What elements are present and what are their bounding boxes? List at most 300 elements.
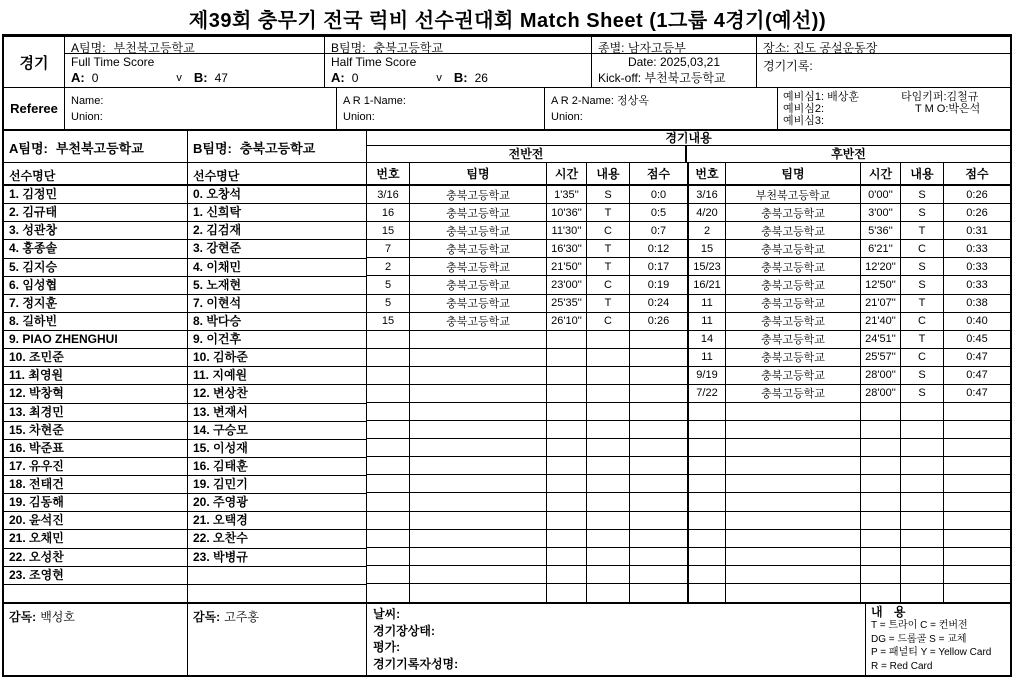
event-score-cell: 0:19 <box>630 276 687 294</box>
event-time-cell <box>547 403 587 421</box>
event-score-cell: 0:31 <box>944 222 1010 240</box>
event-time-cell <box>547 457 587 475</box>
event-time-cell <box>861 475 901 493</box>
roster-player: 2. 김규태 <box>4 204 188 222</box>
event-no-cell: 15/23 <box>689 258 726 276</box>
event-score-cell <box>944 493 1010 511</box>
event-score-cell: 0:33 <box>944 240 1010 258</box>
event-no-cell: 2 <box>367 258 410 276</box>
event-team-cell: 충북고등학교 <box>726 276 861 294</box>
event-time-cell: 21'40'' <box>861 313 901 331</box>
event-code-cell: S <box>901 258 944 276</box>
roster-player: 17. 유우진 <box>4 458 188 476</box>
event-time-cell <box>547 566 587 584</box>
event-team-cell <box>726 548 861 566</box>
event-no-cell: 4/20 <box>689 204 726 222</box>
event-score-cell <box>944 457 1010 475</box>
event-score-cell: 0:47 <box>944 385 1010 403</box>
event-score-cell: 0:38 <box>944 295 1010 313</box>
event-score-cell <box>630 584 687 602</box>
event-score-cell: 0:0 <box>630 186 687 204</box>
event-score-cell: 0:12 <box>630 240 687 258</box>
half-time-b-label: B: <box>453 70 468 85</box>
event-code-cell <box>587 367 630 385</box>
roster-player: 5. 김지승 <box>4 259 188 277</box>
event-team-cell <box>726 457 861 475</box>
event-code-cell <box>901 403 944 421</box>
roster-player: 22. 오성찬 <box>4 549 188 567</box>
event-no-cell: 11 <box>689 313 726 331</box>
team-a-label: A팀명: <box>71 41 106 54</box>
event-code-cell <box>587 331 630 349</box>
event-score-cell: 0:47 <box>944 349 1010 367</box>
event-score-cell <box>944 566 1010 584</box>
event-team-cell: 충북고등학교 <box>410 204 547 222</box>
event-no-cell <box>367 367 410 385</box>
event-score-cell: 0:45 <box>944 331 1010 349</box>
event-score-cell <box>630 403 687 421</box>
team-b-coach-cell <box>188 604 367 675</box>
event-team-cell: 충북고등학교 <box>410 258 547 276</box>
half-time-versus: v <box>436 71 442 84</box>
roster-player: 15. 이성재 <box>188 440 367 458</box>
squad-label-b: 선수명단 <box>188 163 367 184</box>
event-team-cell: 충북고등학교 <box>726 313 861 331</box>
event-team-cell <box>726 475 861 493</box>
roster-player: 14. 구승모 <box>188 422 367 440</box>
event-no-cell <box>367 421 410 439</box>
event-no-cell <box>367 403 410 421</box>
team-b-coach-name: 고주홍 <box>224 610 259 624</box>
event-time-cell: 26'10'' <box>547 313 587 331</box>
half-time-a-label: A: <box>331 70 345 85</box>
roster-player: 23. 박병규 <box>188 549 367 567</box>
date-line: Date: 2025,03,21 <box>627 55 721 69</box>
event-team-cell <box>726 530 861 548</box>
roster-player: 5. 노재현 <box>188 277 367 295</box>
footer-row <box>4 604 1010 675</box>
event-team-cell: 충북고등학교 <box>726 295 861 313</box>
event-score-cell: 0:26 <box>944 186 1010 204</box>
team-a-coach-name: 백성호 <box>40 610 75 624</box>
event-code-cell <box>587 548 630 566</box>
ar1-cell <box>337 88 545 129</box>
event-team-cell: 부천북고등학교 <box>726 186 861 204</box>
event-code-cell <box>587 530 630 548</box>
full-time-versus: v <box>176 71 182 84</box>
referee-row <box>4 88 1010 131</box>
page-title: 제39회 충무기 전국 럭비 선수권대회 Match Sheet (1그룹 4경기(예선)) <box>188 10 827 32</box>
roster-team-a-name: 부천북고등학교 <box>55 141 144 156</box>
event-time-cell <box>861 548 901 566</box>
coach-label: 감독: <box>9 610 37 624</box>
event-code-cell: T <box>901 331 944 349</box>
event-no-cell: 5 <box>367 295 410 313</box>
event-code-cell: T <box>587 258 630 276</box>
event-code-cell <box>901 475 944 493</box>
roster-player: 16. 김태훈 <box>188 458 367 476</box>
event-score-cell <box>944 512 1010 530</box>
event-no-cell <box>689 439 726 457</box>
event-no-cell: 11 <box>689 349 726 367</box>
roster-player: 2. 김검재 <box>188 222 367 240</box>
team-a-score-cell <box>65 37 325 87</box>
event-code-cell <box>587 439 630 457</box>
event-team-cell: 충북고등학교 <box>410 313 547 331</box>
event-time-cell: 6'21'' <box>861 240 901 258</box>
team-a-roster <box>4 186 188 602</box>
kickoff-line: Kick-off: 부천북고등학교 <box>598 71 726 85</box>
event-team-cell <box>410 457 547 475</box>
event-team-cell <box>726 421 861 439</box>
event-no-cell <box>367 493 410 511</box>
event-score-cell <box>630 367 687 385</box>
event-team-cell <box>410 530 547 548</box>
event-time-cell: 0'00'' <box>861 186 901 204</box>
event-time-cell <box>547 584 587 602</box>
event-time-cell: 21'50'' <box>547 258 587 276</box>
event-no-cell: 9/19 <box>689 367 726 385</box>
first-half-events <box>367 186 687 602</box>
match-info-row <box>4 37 1010 88</box>
ar2-name-label: A R 2-Name: 정상옥 <box>551 95 649 107</box>
event-no-cell <box>689 512 726 530</box>
halves-header <box>367 146 1010 162</box>
weather-label: 날씨: <box>373 607 401 621</box>
roster-player: 4. 이채민 <box>188 259 367 277</box>
event-team-cell <box>410 421 547 439</box>
event-code-cell <box>587 475 630 493</box>
col-header-time: 시간 <box>861 163 901 184</box>
roster-player <box>188 585 367 602</box>
event-no-cell: 7 <box>367 240 410 258</box>
event-no-cell <box>367 475 410 493</box>
event-team-cell: 충북고등학교 <box>410 186 547 204</box>
event-time-cell: 28'00'' <box>861 385 901 403</box>
evaluation-label: 평가: <box>373 640 401 654</box>
match-content-header <box>367 131 1010 162</box>
roster-player: 12. 변상찬 <box>188 385 367 403</box>
event-code-cell: T <box>901 222 944 240</box>
event-team-cell <box>726 584 861 602</box>
event-no-cell <box>367 566 410 584</box>
event-team-cell: 충북고등학교 <box>410 295 547 313</box>
full-time-a-label: A: <box>71 70 85 85</box>
event-time-cell <box>547 548 587 566</box>
event-score-cell <box>944 548 1010 566</box>
team-b-score-cell <box>325 37 592 87</box>
roster-player: 13. 변재서 <box>188 404 367 422</box>
conditions-cell <box>367 604 866 675</box>
event-time-cell <box>547 349 587 367</box>
referee-name-label: Name: <box>71 95 104 107</box>
second-half-column-headers <box>687 163 1010 184</box>
ar2-cell <box>545 88 778 129</box>
team-a-name: 부천북고등학교 <box>113 41 195 54</box>
event-code-cell: C <box>901 313 944 331</box>
event-code-cell: S <box>901 186 944 204</box>
event-score-cell <box>630 385 687 403</box>
event-no-cell: 3/16 <box>367 186 410 204</box>
roster-player: 21. 오채민 <box>4 530 188 548</box>
roster-player: 3. 성관창 <box>4 222 188 240</box>
event-code-cell: C <box>901 349 944 367</box>
event-code-cell: T <box>587 240 630 258</box>
roster-player: 8. 길하빈 <box>4 313 188 331</box>
event-score-cell <box>630 349 687 367</box>
event-score-cell <box>630 475 687 493</box>
event-team-cell: 충북고등학교 <box>726 349 861 367</box>
event-score-cell <box>944 403 1010 421</box>
roster-team-b-header <box>188 131 367 162</box>
event-score-cell <box>630 331 687 349</box>
event-team-cell: 충북고등학교 <box>410 276 547 294</box>
event-no-cell: 2 <box>689 222 726 240</box>
event-score-cell: 0:17 <box>630 258 687 276</box>
event-no-cell: 3/16 <box>689 186 726 204</box>
event-code-cell: T <box>587 295 630 313</box>
event-no-cell <box>689 493 726 511</box>
event-score-cell <box>630 512 687 530</box>
reserve3-label: 예비심3: <box>783 115 825 127</box>
event-score-cell: 0:26 <box>944 204 1010 222</box>
event-score-cell <box>944 421 1010 439</box>
roster-player: 3. 강현준 <box>188 240 367 258</box>
event-score-cell <box>630 548 687 566</box>
event-score-cell: 0:26 <box>630 313 687 331</box>
col-header-team: 팀명 <box>726 163 861 184</box>
event-time-cell: 16'30'' <box>547 240 587 258</box>
event-no-cell <box>367 512 410 530</box>
body-rows <box>4 186 1010 604</box>
event-team-cell <box>410 566 547 584</box>
full-time-score-label: Full Time Score <box>71 55 155 69</box>
roster-player: 20. 윤석진 <box>4 512 188 530</box>
event-team-cell <box>410 367 547 385</box>
event-time-cell: 12'20'' <box>861 258 901 276</box>
legend-line: DG = 드롭골 S = 교체 <box>871 633 967 645</box>
squad-label-a: 선수명단 <box>4 163 188 184</box>
event-time-cell: 12'50'' <box>861 276 901 294</box>
event-score-cell: 0:33 <box>944 258 1010 276</box>
event-no-cell: 11 <box>689 295 726 313</box>
roster-player: 10. 조민준 <box>4 349 188 367</box>
event-score-cell <box>944 584 1010 602</box>
event-no-cell <box>689 530 726 548</box>
event-code-cell <box>587 512 630 530</box>
event-no-cell <box>367 331 410 349</box>
event-code-cell <box>901 457 944 475</box>
event-no-cell: 15 <box>367 313 410 331</box>
event-time-cell <box>861 584 901 602</box>
roster-player: 8. 박다승 <box>188 313 367 331</box>
event-code-cell <box>587 457 630 475</box>
recorder-label: 경기기록자성명: <box>373 656 459 671</box>
second-half-events <box>687 186 1010 602</box>
event-team-cell <box>726 493 861 511</box>
roster-player: 0. 오창석 <box>188 186 367 204</box>
event-team-cell <box>410 331 547 349</box>
event-team-cell: 충북고등학교 <box>726 331 861 349</box>
event-code-cell: S <box>587 186 630 204</box>
roster-player: 19. 김민기 <box>188 476 367 494</box>
team-b-name: 충북고등학교 <box>373 41 444 54</box>
event-code-cell <box>901 439 944 457</box>
roster-team-b-label: B팀명: <box>193 141 232 156</box>
event-time-cell <box>861 421 901 439</box>
event-team-cell <box>410 584 547 602</box>
roster-player: 9. 이건후 <box>188 331 367 349</box>
col-header-team: 팀명 <box>410 163 547 184</box>
event-time-cell <box>861 512 901 530</box>
roster-player: 9. PIAO ZHENGHUI <box>4 331 188 349</box>
event-code-cell <box>587 584 630 602</box>
event-team-cell <box>726 439 861 457</box>
event-code-cell <box>901 421 944 439</box>
event-no-cell <box>689 566 726 584</box>
event-code-cell: S <box>901 385 944 403</box>
event-score-cell: 0:5 <box>630 204 687 222</box>
roster-player: 20. 주영광 <box>188 494 367 512</box>
event-code-cell <box>587 349 630 367</box>
event-code-cell: C <box>587 313 630 331</box>
event-code-cell <box>901 566 944 584</box>
roster-player: 13. 최경민 <box>4 404 188 422</box>
legend-line: T = 트라이 C = 컨버전 <box>871 620 968 631</box>
event-team-cell <box>410 349 547 367</box>
event-no-cell <box>367 584 410 602</box>
roster-player: 6. 임성협 <box>4 277 188 295</box>
event-team-cell: 충북고등학교 <box>726 240 861 258</box>
reserve1-label: 예비심1: 배상훈 <box>783 91 859 103</box>
roster-player: 7. 정지훈 <box>4 295 188 313</box>
coach-label: 감독: <box>193 610 221 624</box>
event-time-cell <box>547 512 587 530</box>
event-code-cell: T <box>587 204 630 222</box>
event-time-cell <box>861 493 901 511</box>
event-time-cell <box>861 566 901 584</box>
event-time-cell: 25'57'' <box>861 349 901 367</box>
half-time-score-line <box>325 69 591 86</box>
event-no-cell: 16 <box>367 204 410 222</box>
timekeeper-label: 타임키퍼:김철규 <box>901 91 979 103</box>
event-code-cell: T <box>901 295 944 313</box>
event-time-cell <box>547 475 587 493</box>
event-score-cell: 0:24 <box>630 295 687 313</box>
category-line: 종별: 남자고등부 <box>592 37 756 54</box>
event-team-cell <box>726 512 861 530</box>
event-code-cell <box>587 493 630 511</box>
second-half-label: 후반전 <box>831 147 866 161</box>
reserve-empty <box>901 115 1005 127</box>
roster-player: 15. 차현준 <box>4 422 188 440</box>
event-score-cell <box>630 493 687 511</box>
event-code-cell <box>901 493 944 511</box>
ar1-union-label: Union: <box>343 111 375 123</box>
event-time-cell <box>547 530 587 548</box>
event-team-cell <box>726 403 861 421</box>
roster-player: 10. 김하준 <box>188 349 367 367</box>
roster-player: 7. 이현석 <box>188 295 367 313</box>
event-no-cell: 16/21 <box>689 276 726 294</box>
event-score-cell <box>944 439 1010 457</box>
event-team-cell: 충북고등학교 <box>726 258 861 276</box>
match-section-label: 경기 <box>4 37 65 87</box>
event-time-cell <box>547 493 587 511</box>
ar2-union-label: Union: <box>551 111 583 123</box>
event-time-cell: 10'36'' <box>547 204 587 222</box>
event-code-cell: S <box>901 367 944 385</box>
referee-section-label: Referee <box>4 88 65 129</box>
roster-player: 16. 박준표 <box>4 440 188 458</box>
full-time-b-value: 47 <box>214 70 228 85</box>
team-b-roster <box>188 186 367 602</box>
event-code-cell <box>901 548 944 566</box>
full-time-b-label: B: <box>193 70 208 85</box>
roster-player <box>188 567 367 585</box>
event-time-cell: 24'51'' <box>861 331 901 349</box>
event-no-cell <box>367 530 410 548</box>
sheet-table <box>2 34 1012 677</box>
pitch-label: 경기장상태: <box>373 623 435 638</box>
roster-player <box>4 585 188 602</box>
event-team-cell: 충북고등학교 <box>726 385 861 403</box>
event-time-cell: 1'35'' <box>547 186 587 204</box>
event-time-cell: 5'36'' <box>861 222 901 240</box>
event-no-cell <box>689 403 726 421</box>
event-time-cell <box>861 403 901 421</box>
event-time-cell: 3'00'' <box>861 204 901 222</box>
event-score-cell <box>630 566 687 584</box>
col-header-code: 내용 <box>901 163 944 184</box>
event-score-cell: 0:40 <box>944 313 1010 331</box>
event-score-cell <box>630 439 687 457</box>
event-no-cell <box>689 548 726 566</box>
legend-title: 내 용 <box>871 605 910 619</box>
ar1-name-label: A R 1-Name: <box>343 95 406 107</box>
event-time-cell <box>547 385 587 403</box>
event-code-cell: C <box>901 240 944 258</box>
event-time-cell: 25'35'' <box>547 295 587 313</box>
event-score-cell <box>630 457 687 475</box>
event-score-cell <box>944 530 1010 548</box>
full-time-a-value: 0 <box>91 70 99 85</box>
event-time-cell <box>547 439 587 457</box>
event-team-cell <box>410 475 547 493</box>
event-team-cell <box>726 566 861 584</box>
roster-player: 11. 지예원 <box>188 367 367 385</box>
first-half-label: 전반전 <box>367 146 687 162</box>
event-no-cell <box>689 584 726 602</box>
col-header-time: 시간 <box>547 163 587 184</box>
half-time-score-label: Half Time Score <box>331 55 417 69</box>
roster-player: 23. 조영현 <box>4 567 188 585</box>
event-code-cell <box>587 421 630 439</box>
first-half-column-headers <box>367 163 687 184</box>
roster-player: 22. 오찬수 <box>188 530 367 548</box>
event-team-cell <box>410 512 547 530</box>
half-time-a-value: 0 <box>351 70 359 85</box>
event-team-cell <box>410 493 547 511</box>
event-score-cell: 0:7 <box>630 222 687 240</box>
col-header-no: 번호 <box>367 163 410 184</box>
full-time-score-line <box>65 69 324 86</box>
event-no-cell <box>367 457 410 475</box>
event-time-cell <box>547 421 587 439</box>
roster-player: 21. 오택경 <box>188 512 367 530</box>
event-team-cell <box>410 439 547 457</box>
roster-player: 1. 신희탁 <box>188 204 367 222</box>
